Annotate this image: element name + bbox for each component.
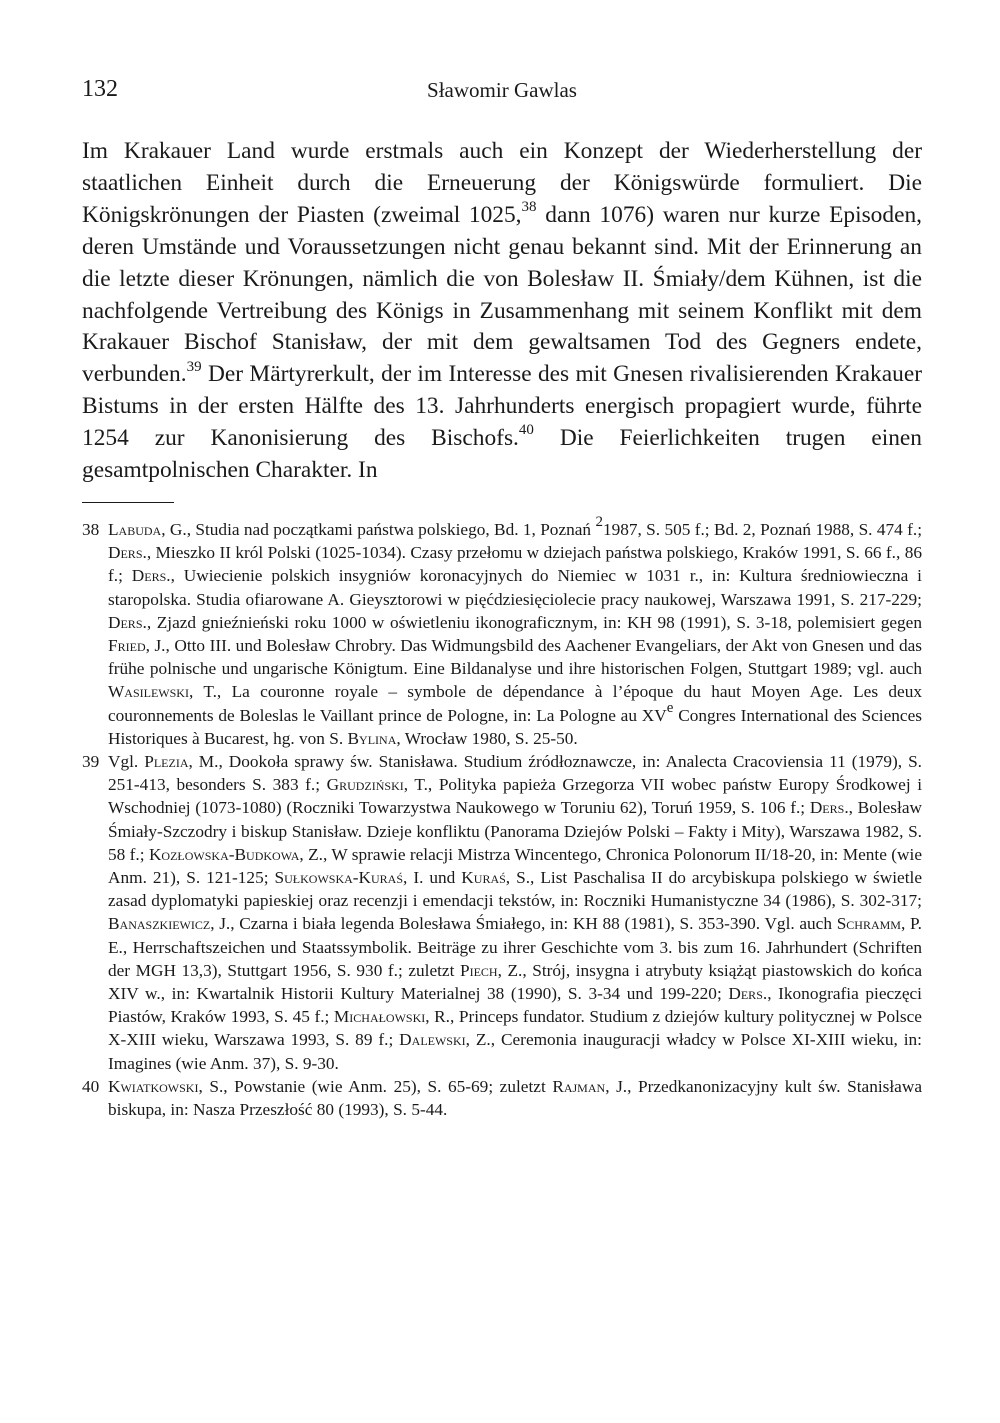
main-text [82, 136, 922, 487]
footnote-number: 40 [82, 1076, 100, 1096]
footnote-39: 39 Vgl. Plezia, M., Dookoła sprawy św. Stanisława. Studium źródłoznawcze, in: Analecta Cracoviensia 11 (1979), S. 251-413, besonders S. 383 f.; Grudziński, T., Polityka papieża Grzegorza VII wobec państw Europy Środkowej i Wschodniej (1073-1080) (Roczniki Towarzystwa Naukowego w Toruniu 62), Toruń 1959, S. 106 f.; Ders., Bolesław Śmiały-Szczodry i biskup Stanisław. Dzieje konfliktu (Panorama Dziejów Polski – Fakty i Mity), Warszawa 1982, S. 58 f.; Kozłowska-Budkowa, Z., W sprawie relacji Mistrza Wincentego, Chronica Polonorum II/18-20, in: Mente (wie Anm. 21), S. 121-125; Sułkowska-Kuraś, I. und Kuraś, S., List Paschalisa II do arcybiskupa polskiego w świetle zasad dyplomatyki papieskiej oraz recenzji i emendacji tekstów, in: Roczniki Humanistyczne 34 (1986), S. 302-317; Banaszkiewicz, J., Czarna i biała legenda Bolesława Śmiałego, in: KH 88 (1981), S. 353-390. Vgl. auch Schramm, P. E., Herrschaftszeichen und Staatssymbolik. Beiträge zu ihrer Geschichte vom 3. bis zum 16. Jahrhundert (Schriften der MGH 13,3), Stuttgart 1956, S. 930 f.; zuletzt Piech, Z., Strój, insygna i atrybuty książąt piastowskich do końca XIV w., in: Kwartalnik Historii Kultury Materialnej 38 (1990), S. 3-34 und 199-220; Ders., Ikonografia pieczęci Piastów, Kraków 1993, S. 45 f.; Michałowski, R., Princeps fundator. Studium z dziejów kultury politycznej w Polsce X-XIII wieku, Warszawa 1993, S. 89 f.; Dalewski, Z., Ceremonia inauguracji władcy w Polsce XI-XIII wieku, in: Imagines (wie Anm. 37), S. 9-30. [82, 752, 923, 1073]
footnote-38: 38 Labuda, G., Studia nad początkami państwa polskiego, Bd. 1, Poznań $^2$1987, S. 505 f.; Bd. 2, Poznań 1988, S. 474 f.; Ders., Mieszko II król Polski (1025-1034). Czasy przełomu w dziejach państwa polskiego, Kraków 1991, S. 66 f., 86 f.; Ders., Uwiecienie polskich insygniów koronacyjnych do Niemiec w 1031 r., in: Kultura średniowieczna i staropolska. Studia ofiarowane A. Gieysztorowi w pięćdziesięciolecie pracy naukowej, Warszawa 1991, S. 217-229; Ders., Zjazd gnieźnieński roku 1000 w oświetleniu ikonograficznym, in: KH 98 (1991), S. 3-18, polemisiert gegen Fried, J., Otto III. und Bolesław Chrobry. Das Widmungsbild des Aachener Evangeliars, der Akt von Gnesen und das frühe polnische und ungarische Königtum. Eine Bildanalyse und ihre historischen Folgen, Stuttgart 1989; vgl. auch Wasilewski, T., La couronne royale – symbole de dépendance à l’époque du haut Moyen Age. Les deux couronnements de Boleslas le Vaillant prince de Pologne, in: La Pologne au XVe Congres International des Sciences Historiques à Bucarest, hg. von S. Bylina, Wrocław 1980, S. 25-50. [82, 514, 922, 748]
footnote-40: 40 Kwiatkowski, S., Powstanie (wie Anm. 25), S. 65-69; zuletzt Rajman, J., Przedkanonizacyjny kult św. Stanisława biskupa, in: Nasza Przeszłość 80 (1993), S. 5-44. [82, 1076, 922, 1120]
footnote-ref[interactable]: 40 [518, 422, 534, 439]
footnotes [82, 514, 923, 1121]
footnote-ref[interactable]: 39 [186, 358, 202, 375]
page-number: 132 [82, 76, 118, 102]
page-header [82, 76, 922, 110]
footnote-divider [82, 502, 174, 503]
body-paragraph: Im Krakauer Land wurde erstmals auch ein Konzept der Wiederherstellung der staatlichen Einheit durch die Erneuerung der Königswürde formuliert. Die Königskrönungen der Piasten (zweimal 1025,38 dann 1076) waren nur kurze Episoden, deren Umstände und Voraussetzungen nicht genau bekannt sind. Mit der Erinnerung an die letzte dieser Krönungen, nämlich die von Bolesław II. Śmiały/dem Kühnen, ist die nachfolgende Vertreibung des Königs in Zusammenhang mit seinem Konflikt mit dem Krakauer Bischof Stanisław, der mit dem gewaltsamen Tod des Gegners endete, verbunden.$^{39}$ Der Märtyrerkult, der im Interesse des mit Gnesen rivalisierenden Krakauer Bistums in der ersten Hälfte des 13. Jahrhunderts energisch propagiert wurde, führte 1254 zur Kanonisierung des Bischofs.$^{40}$ Die Feierlichkeiten trugen einen gesamtpolnischen Charakter. In [82, 138, 923, 484]
footnote-number: 39 [82, 752, 100, 772]
footnote-number: 38 [82, 520, 100, 539]
footnote-ref[interactable]: 38 [521, 199, 537, 216]
running-head: Sławomir Gawlas [427, 78, 577, 102]
